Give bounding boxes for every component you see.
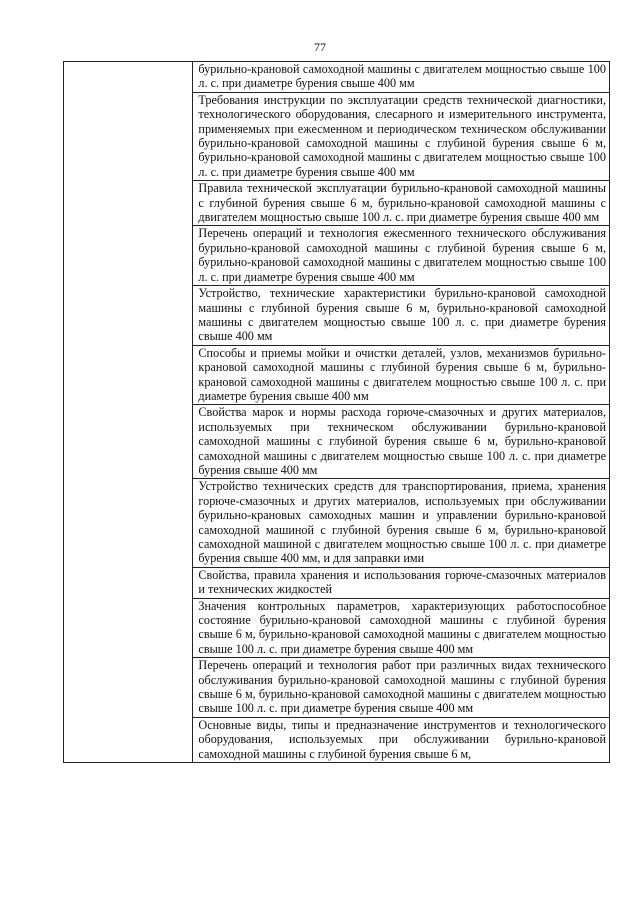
requirement-cell: Правила технической эксплуатации бурильно-крановой самоходной машины с глубиной бурения свыше 6 м, бурильно-крановой самоходной машины с двигателем мощностью свыше 100 л. с. при диаметре бурения свыше 400 мм [193, 181, 610, 226]
requirements-table [63, 61, 610, 763]
requirement-cell: Способы и приемы мойки и очистки деталей, узлов, механизмов бурильно-крановой самоходной машины с глубиной бурения свыше 6 м, бурильно-крановой самоходной машины с двигателем мощностью свыше 100 л. с. при диаметре бурения свыше 400 мм [193, 345, 610, 405]
requirement-cell: Свойства марок и нормы расхода горюче-смазочных и других материалов, используемых при техническом обслуживании бурильно-крановой самоходной машины с глубиной бурения свыше 6 м, бурильно-крановой самоходной машины с двигателем мощностью свыше 100 л. с. при диаметре бурения свыше 400 мм [193, 405, 610, 479]
requirement-cell: Устройство технических средств для транспортирования, приема, хранения горюче-смазочных и других материалов, используемых при обслуживании бурильно-крановых самоходных машин и управлении бурильно-крановой самоходной машиной с глубиной бурения свыше 6 м, бурильно-крановой самоходной машиной с двигателем мощностью свыше 100 л. с. при диаметре бурения свыше 400 мм, и для заправки ими [193, 479, 610, 567]
requirement-cell: Значения контрольных параметров, характеризующих работоспособное состояние бурильно-крановой самоходной машины с глубиной бурения свыше 6 м, бурильно-крановой самоходной машины с двигателем мощностью свыше 100 л. с. при диаметре бурения свыше 400 мм [193, 598, 610, 658]
requirement-cell: Основные виды, типы и предназначение инструментов и технологического оборудования, используемых при обслуживании бурильно-крановой самоходной машины с глубиной бурения свыше 6 м, [193, 717, 610, 762]
requirement-cell: Свойства, правила хранения и использования горюче-смазочных материалов и технических жидкостей [193, 567, 610, 598]
label-column-cell [64, 62, 193, 763]
requirement-cell: бурильно-крановой самоходной машины с двигателем мощностью свыше 100 л. с. при диаметре бурения свыше 400 мм [193, 62, 610, 93]
page-number: 77 [314, 40, 326, 54]
requirement-cell: Требования инструкции по эксплуатации средств технической диагностики, технологического оборудования, слесарного и измерительного инструмента, применяемых при ежесменном и периодическом техническом обслуживании бурильно-крановой самоходной машины с глубиной бурения свыше 6 м, бурильно-крановой самоходной машины с двигателем мощностью свыше 100 л. с. при диаметре бурения свыше 400 мм [193, 92, 610, 180]
requirement-cell: Устройство, технические характеристики бурильно-крановой самоходной машины с глубиной бурения свыше 6 м, бурильно-крановой самоходной машины с двигателем мощностью свыше 100 л. с. при диаметре бурения свыше 400 мм [193, 286, 610, 346]
table-row [64, 62, 610, 93]
requirement-cell: Перечень операций и технология работ при различных видах технического обслуживания бурильно-крановой самоходной машины с глубиной бурения свыше 6 м, бурильно-крановой самоходной машины с двигателем мощностью свыше 100 л. с. при диаметре бурения свыше 400 мм [193, 658, 610, 718]
requirement-cell: Перечень операций и технология ежесменного технического обслуживания бурильно-крановой самоходной машины с глубиной бурения свыше 6 м, бурильно-крановой самоходной машины с двигателем мощностью свыше 100 л. с. при диаметре бурения свыше 400 мм [193, 226, 610, 286]
